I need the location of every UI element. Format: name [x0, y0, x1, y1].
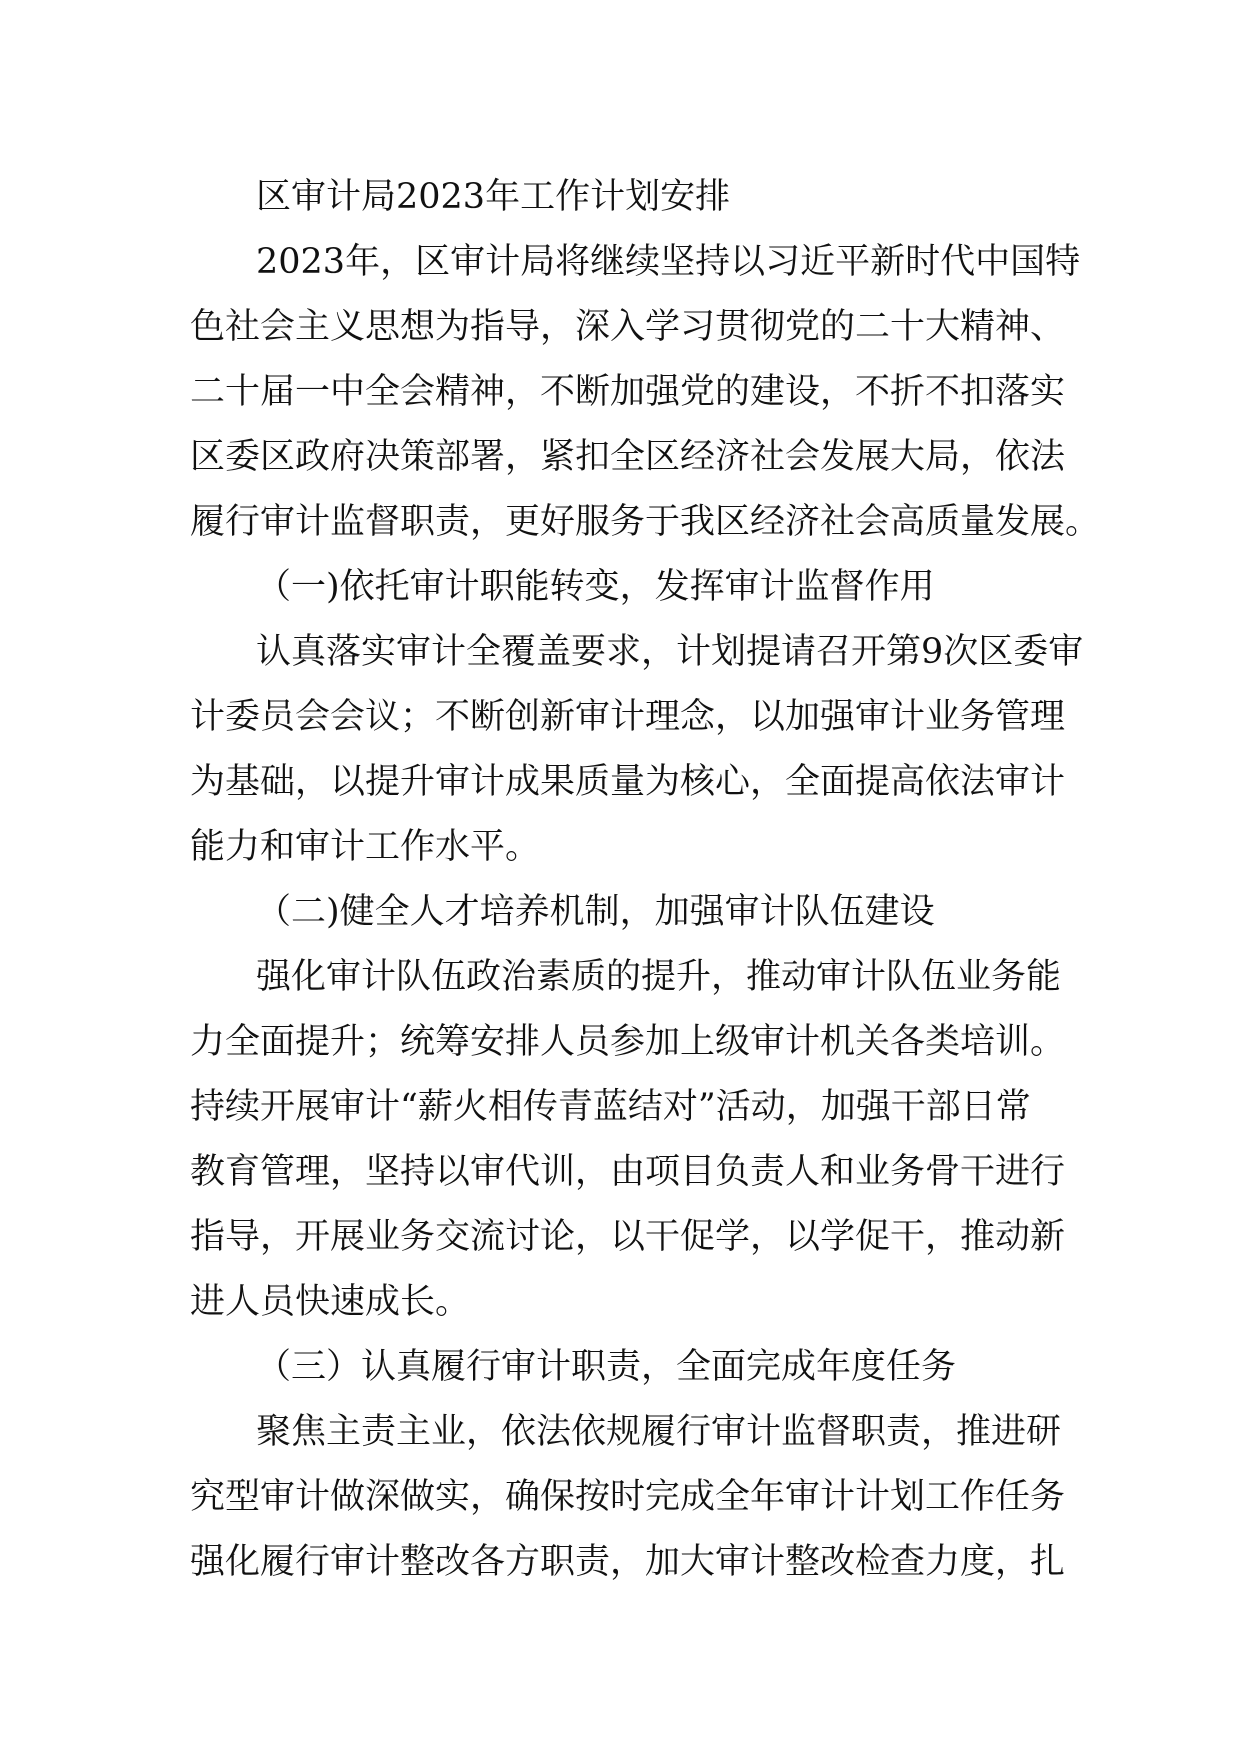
paragraph-line: 2023年，区审计局将继续坚持以习近平新时代中国特 — [256, 242, 1081, 282]
section-heading: （一)依托审计职能转变，发挥审计监督作用 — [256, 567, 935, 607]
paragraph-line: 色社会主义思想为指导，深入学习贯彻党的二十大精神、 — [190, 307, 1066, 347]
section-heading: （二)健全人才培养机制，加强审计队伍建设 — [256, 892, 935, 932]
document-title: 区审计局2023年工作计划安排 — [256, 177, 731, 217]
paragraph-line: 持续开展审计“薪火相传青蓝结对”活动，加强干部日常 — [190, 1087, 1031, 1127]
paragraph-line: 区委区政府决策部署，紧扣全区经济社会发展大局，依法 — [190, 437, 1066, 477]
paragraph-line: 进人员快速成长。 — [190, 1282, 471, 1322]
paragraph-line: 认真落实审计全覆盖要求，计划提请召开第9次区委审 — [256, 632, 1084, 672]
paragraph-line: 能力和审计工作水平。 — [190, 827, 541, 867]
paragraph-line: 为基础，以提升审计成果质量为核心，全面提高依法审计 — [190, 762, 1066, 802]
paragraph-line: 究型审计做深做实，确保按时完成全年审计计划工作任务 — [190, 1477, 1066, 1517]
paragraph-line: 聚焦主责主业，依法依规履行审计监督职责，推进研 — [256, 1412, 1062, 1452]
section-heading: （三）认真履行审计职责，全面完成年度任务 — [256, 1347, 957, 1387]
paragraph-line: 强化履行审计整改各方职责，加大审计整改检查力度，扎 — [190, 1542, 1066, 1582]
paragraph-line: 二十届一中全会精神，不断加强党的建设，不折不扣落实 — [190, 372, 1066, 412]
paragraph-line: 教育管理，坚持以审代训，由项目负责人和业务骨干进行 — [190, 1152, 1066, 1192]
paragraph-line: 指导，开展业务交流讨论，以干促学，以学促干，推动新 — [190, 1217, 1066, 1257]
paragraph-line: 力全面提升；统筹安排人员参加上级审计机关各类培训。 — [190, 1022, 1066, 1062]
paragraph-line: 履行审计监督职责，更好服务于我区经济社会高质量发展。 — [190, 502, 1101, 542]
paragraph-line: 强化审计队伍政治素质的提升，推动审计队伍业务能 — [256, 957, 1062, 997]
paragraph-line: 计委员会会议；不断创新审计理念，以加强审计业务管理 — [190, 697, 1066, 737]
document-body — [190, 165, 1101, 1595]
